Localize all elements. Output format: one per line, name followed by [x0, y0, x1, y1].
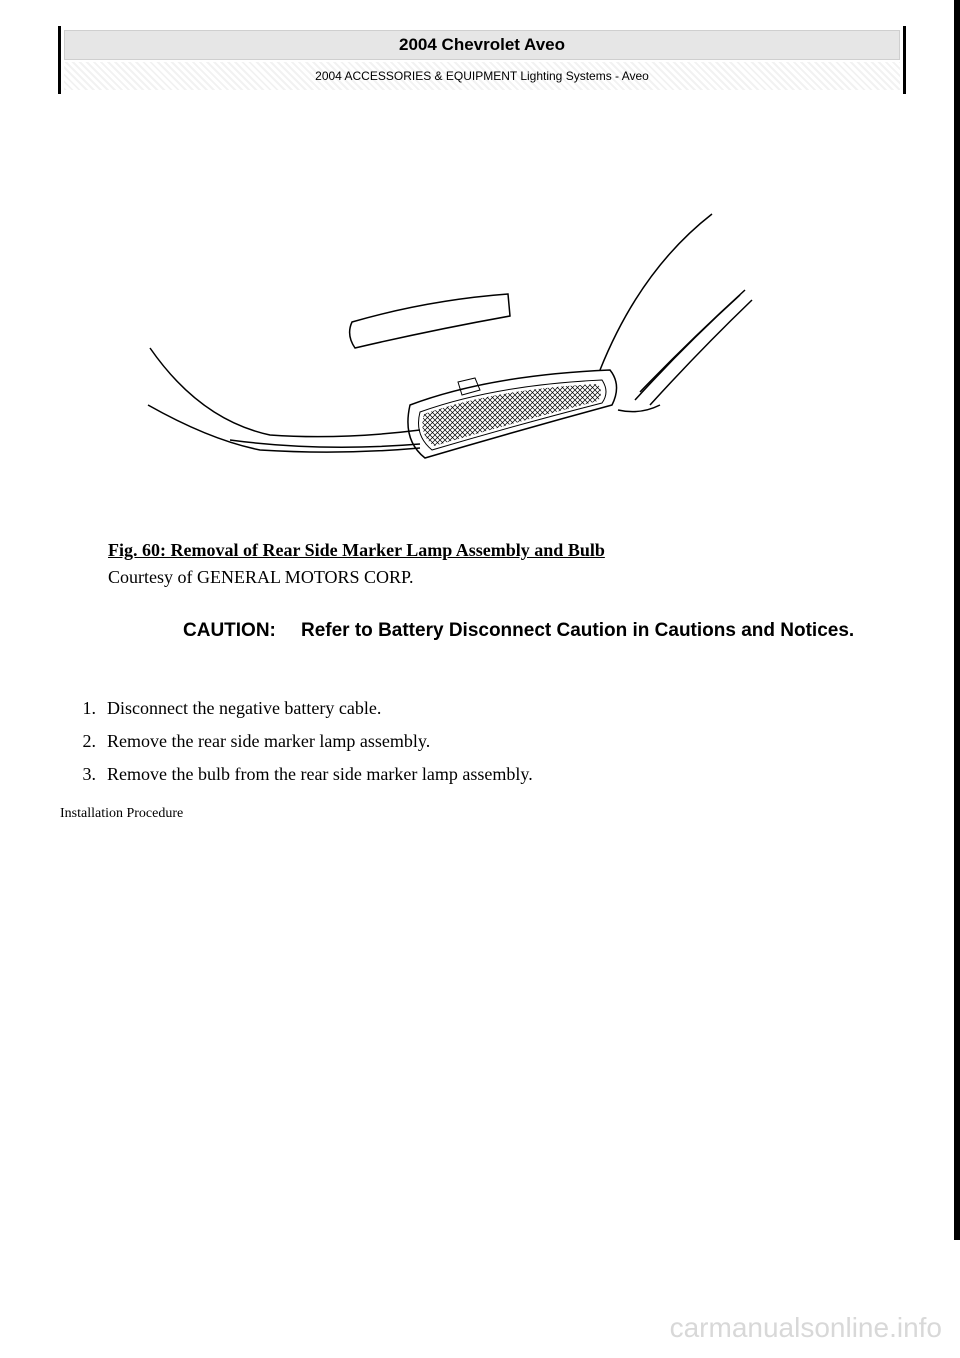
body-panel-line [618, 405, 660, 412]
section-heading: Installation Procedure [60, 806, 184, 821]
list-item [60, 726, 860, 759]
figure-courtesy: Courtesy of GENERAL MOTORS CORP. [108, 567, 414, 587]
body-panel-line [600, 214, 712, 370]
removal-steps [60, 693, 860, 792]
caution-label: CAUTION: [183, 620, 276, 641]
rear-side-marker-lamp-illustration [140, 200, 780, 490]
figure-title: Fig. 60: Removal of Rear Side Marker Lamp Assembly and Bulb [108, 540, 605, 560]
page-right-border [954, 0, 960, 1240]
caution-text: Refer to Battery Disconnect Caution in Cautions and Notices. [301, 620, 855, 641]
document-subtitle: 2004 ACCESSORIES & EQUIPMENT Lighting Systems - Aveo [64, 62, 900, 90]
body-panel-line [230, 440, 420, 447]
step-number: 3. [82, 764, 96, 784]
figure-caption [108, 540, 605, 588]
step-text: Remove the bulb from the rear side marker lamp assembly. [107, 764, 533, 784]
step-text: Remove the rear side marker lamp assembly. [107, 731, 431, 751]
marker-lamp-lens [350, 294, 510, 348]
step-number: 1. [82, 698, 96, 718]
page-header [58, 26, 906, 94]
site-watermark: carmanualsonline.info [669, 1312, 942, 1343]
body-panel-line [635, 295, 740, 400]
header-left-rule [58, 26, 61, 94]
body-panel-line [650, 300, 752, 405]
step-text: Disconnect the negative battery cable. [107, 698, 382, 718]
list-item [60, 759, 860, 792]
document-title: 2004 Chevrolet Aveo [64, 30, 900, 60]
step-number: 2. [82, 731, 96, 751]
list-item [60, 693, 860, 726]
body-panel-line [150, 348, 420, 437]
caution-note [183, 617, 883, 644]
header-right-rule [903, 26, 906, 94]
